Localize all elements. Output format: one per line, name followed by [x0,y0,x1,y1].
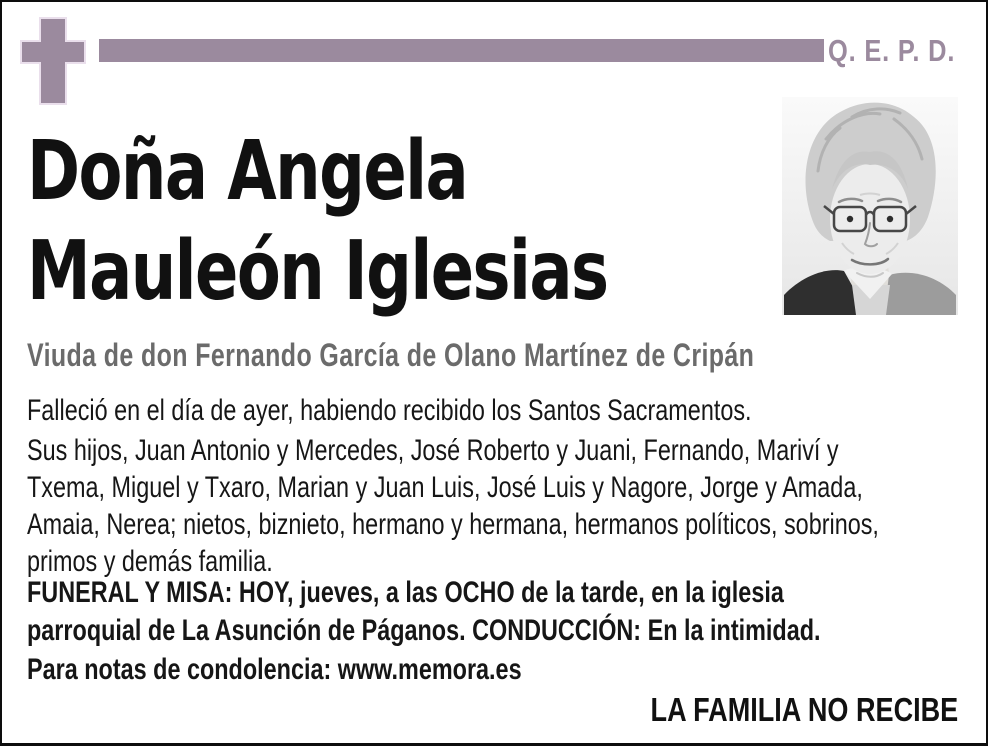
death-statement: Falleció en el día de ayer, habiendo recibido los Santos Sacramentos. [27,394,752,427]
deceased-name-line1: Doña Angela [27,124,468,219]
funeral-details [27,574,821,650]
notice-body [27,122,988,722]
deceased-name [27,122,608,322]
cross-icon [16,14,88,108]
family-line: Sus hijos, Juan Antonio y Mercedes, José Roberto y Juani, Fernando, Mariví y [27,434,839,467]
family-line: primos y demás familia. [27,545,273,578]
funeral-line: parroquial de La Asunción de Páganos. CONDUCCIÓN: En la intimidad. [27,614,821,647]
funeral-line: FUNERAL Y MISA: HOY, jueves, a las OCHO de la tarde, en la iglesia [27,576,784,609]
family-no-recibe-note: LA FAMILIA NO RECIBE [650,691,958,728]
family-paragraph [27,432,879,580]
condolence-url-line: Para notas de condolencia: www.memora.es [27,653,522,686]
deceased-name-line2: Mauleón Iglesias [27,224,608,319]
qepd-label: Q. E. P. D. [828,33,956,68]
family-line: Amaia, Nerea; nietos, biznieto, hermano y hermana, hermanos políticos, sobrinos, [27,508,879,541]
accent-band-divider [99,39,824,62]
deceased-relation: Viuda de don Fernando García de Olano Martínez de Cripán [27,337,755,373]
family-line: Txema, Miguel y Txaro, Marian y Juan Luis, José Luis y Nagore, Jorge y Amada, [27,471,863,504]
